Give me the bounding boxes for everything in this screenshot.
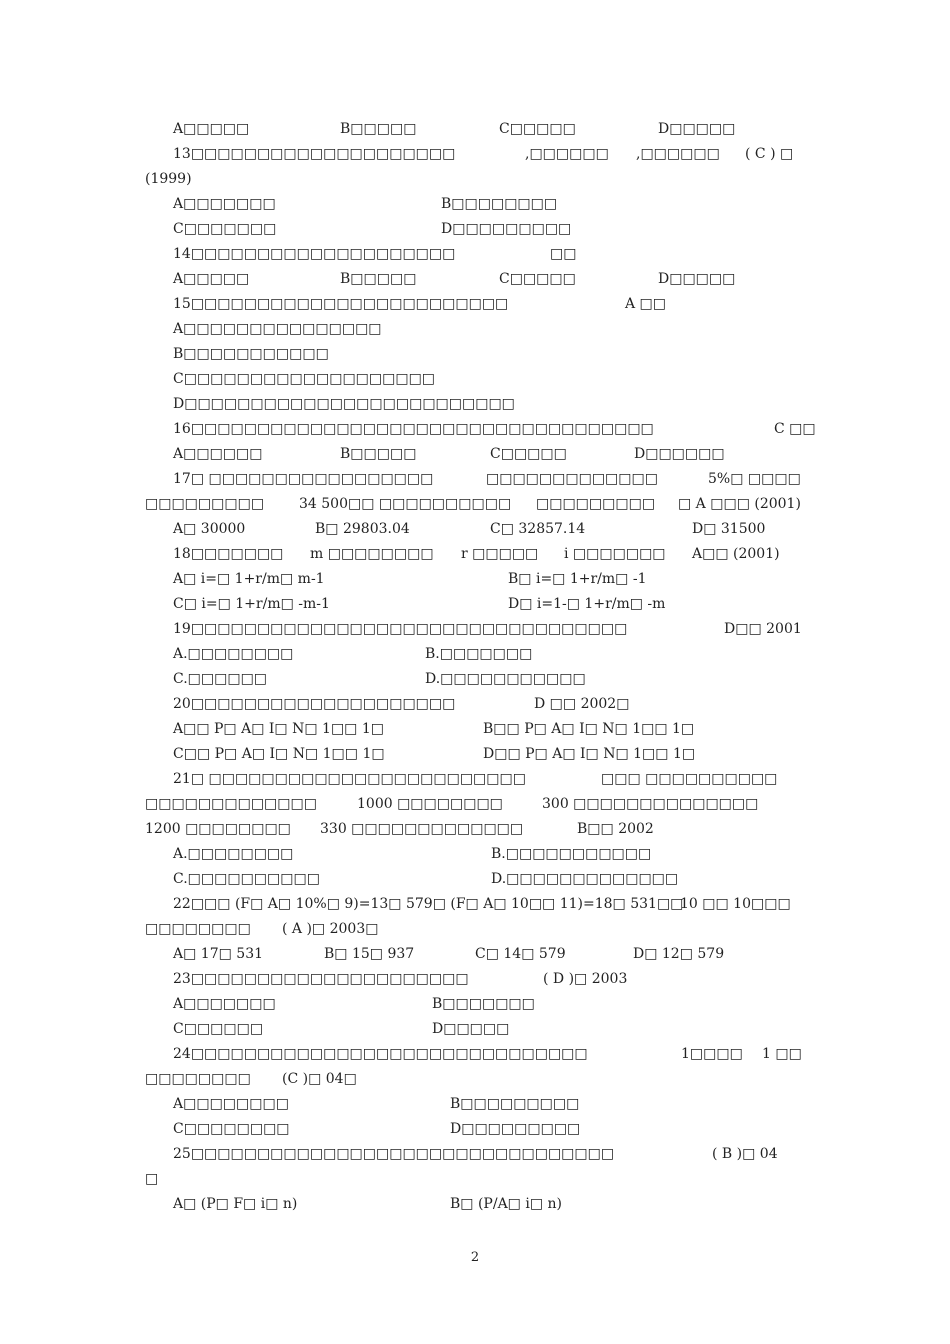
text-line-14-segment-4: D□□□□□□ [634, 446, 725, 462]
text-line-14-segment-1: A□□□□□□ [173, 446, 263, 462]
text-line-14-segment-3: C□□□□□ [490, 446, 567, 462]
text-line-30-segment-1: A.□□□□□□□□ [173, 846, 294, 862]
text-line-4-segment-1: A□□□□□□□ [173, 196, 276, 212]
text-line-18-segment-1: 18□□□□□□□ [173, 546, 284, 562]
text-line-26-segment-2: D□□ P□ A□ I□ N□ 1□□ 1□ [483, 746, 696, 762]
text-line-38-segment-2: 1□□□□ [681, 1046, 743, 1062]
text-line-18-segment-4: i □□□□□□□ [564, 546, 666, 562]
text-line-6-segment-1: 14□□□□□□□□□□□□□□□□□□□□ [173, 246, 456, 262]
text-line-18-segment-2: m □□□□□□□□ [310, 546, 434, 562]
text-line-8-segment-1: 15□□□□□□□□□□□□□□□□□□□□□□□□ [173, 296, 509, 312]
text-line-3-segment-1: (1999) [145, 171, 192, 187]
text-line-41-segment-2: D□□□□□□□□□ [450, 1121, 581, 1137]
text-line-1-segment-1: A□□□□□ [173, 121, 250, 137]
text-line-24-segment-2: D □□ 2002□ [534, 696, 630, 712]
text-line-5-segment-2: D□□□□□□□□□ [441, 221, 572, 237]
text-line-28-segment-2: 1000 □□□□□□□□ [357, 796, 503, 812]
text-line-19-segment-2: B□ i=□ 1+r/m□ -1 [508, 571, 647, 587]
text-line-39-segment-2: (C )□ 04□ [282, 1071, 357, 1087]
text-line-6-segment-2: □□ [550, 246, 577, 262]
text-line-30-segment-2: B.□□□□□□□□□□□ [491, 846, 652, 862]
text-line-37-segment-2: D□□□□□ [432, 1021, 510, 1037]
text-line-29-segment-2: 330 □□□□□□□□□□□□□ [320, 821, 524, 837]
text-line-34-segment-3: C□ 14□ 579 [475, 946, 566, 962]
text-line-23-segment-1: C.□□□□□□ [173, 671, 268, 687]
text-line-1-segment-2: B□□□□□ [340, 121, 417, 137]
text-line-31-segment-1: C.□□□□□□□□□□ [173, 871, 320, 887]
text-line-7-segment-4: D□□□□□ [658, 271, 736, 287]
text-line-7-segment-3: C□□□□□ [499, 271, 576, 287]
text-line-18-segment-3: r □□□□□ [461, 546, 539, 562]
text-line-16-segment-4: □ A □□□ (2001) [678, 496, 801, 512]
text-line-17-segment-3: C□ 32857.14 [490, 521, 586, 537]
text-line-16-segment-1: □□□□□□□□□ [145, 496, 265, 512]
text-line-40-segment-1: A□□□□□□□□ [173, 1096, 289, 1112]
page-number: 2 [470, 1250, 480, 1265]
text-line-35-segment-1: 23□□□□□□□□□□□□□□□□□□□□□ [173, 971, 469, 987]
text-line-25-segment-2: B□□ P□ A□ I□ N□ 1□□ 1□ [483, 721, 695, 737]
text-line-41-segment-1: C□□□□□□□□ [173, 1121, 290, 1137]
text-line-20-segment-2: D□ i=1-□ 1+r/m□ -m [508, 596, 666, 612]
text-line-34-segment-2: B□ 15□ 937 [324, 946, 415, 962]
text-line-34-segment-1: A□ 17□ 531 [173, 946, 264, 962]
text-line-34-segment-4: D□ 12□ 579 [633, 946, 725, 962]
text-line-33-segment-1: □□□□□□□□ [145, 921, 251, 937]
text-line-27-segment-1: 21□ □□□□□□□□□□□□□□□□□□□□□□□□ [173, 771, 526, 787]
text-line-31-segment-2: D.□□□□□□□□□□□□□ [491, 871, 679, 887]
text-line-11-segment-1: C□□□□□□□□□□□□□□□□□□□ [173, 371, 436, 387]
text-line-24-segment-1: 20□□□□□□□□□□□□□□□□□□□□ [173, 696, 456, 712]
text-line-38-segment-3: 1 □□ [762, 1046, 802, 1062]
text-line-28-segment-3: 300 □□□□□□□□□□□□□□ [542, 796, 759, 812]
text-line-44-segment-2: B□ (P/A□ i□ n) [450, 1196, 562, 1212]
text-line-17-segment-4: D□ 31500 [692, 521, 766, 537]
text-line-19-segment-1: A□ i=□ 1+r/m□ m-1 [173, 571, 325, 587]
text-line-15-segment-2: □□□□□□□□□□□□□ [486, 471, 658, 487]
text-line-2-segment-4: ( C ) □ [745, 146, 794, 162]
text-line-21-segment-1: 19□□□□□□□□□□□□□□□□□□□□□□□□□□□□□□□□□ [173, 621, 628, 637]
text-line-2-segment-1: 13□□□□□□□□□□□□□□□□□□□□ [173, 146, 456, 162]
text-line-13-segment-1: 16□□□□□□□□□□□□□□□□□□□□□□□□□□□□□□□□□□□ [173, 421, 654, 437]
text-line-13-segment-2: C □□ [774, 421, 816, 437]
text-line-2-segment-2: ,□□□□□□ [525, 146, 609, 162]
text-line-15-segment-1: 17□ □□□□□□□□□□□□□□□□□ [173, 471, 434, 487]
text-line-1-segment-4: D□□□□□ [658, 121, 736, 137]
text-line-40-segment-2: B□□□□□□□□□ [450, 1096, 580, 1112]
text-line-35-segment-2: ( D )□ 2003 [543, 971, 628, 987]
text-line-25-segment-1: A□□ P□ A□ I□ N□ 1□□ 1□ [173, 721, 384, 737]
text-line-39-segment-1: □□□□□□□□ [145, 1071, 251, 1087]
text-line-15-segment-3: 5%□ □□□□ [708, 471, 801, 487]
text-line-17-segment-1: A□ 30000 [173, 521, 246, 537]
text-line-42-segment-1: 25□□□□□□□□□□□□□□□□□□□□□□□□□□□□□□□□ [173, 1146, 615, 1162]
text-line-7-segment-1: A□□□□□ [173, 271, 250, 287]
text-line-42-segment-2: ( B )□ 04 [712, 1146, 778, 1162]
text-line-2-segment-3: ,□□□□□□ [636, 146, 720, 162]
text-line-21-segment-2: D□□ 2001 [724, 621, 802, 637]
text-line-5-segment-1: C□□□□□□□ [173, 221, 277, 237]
text-line-37-segment-1: C□□□□□□ [173, 1021, 264, 1037]
text-line-27-segment-2: □□□ □□□□□□□□□□ [601, 771, 778, 787]
text-line-29-segment-1: 1200 □□□□□□□□ [145, 821, 291, 837]
text-line-36-segment-1: A□□□□□□□ [173, 996, 276, 1012]
text-line-10-segment-1: B□□□□□□□□□□□ [173, 346, 329, 362]
text-line-26-segment-1: C□□ P□ A□ I□ N□ 1□□ 1□ [173, 746, 385, 762]
text-line-32-segment-2: 10 □□ 10□□□ [680, 896, 791, 912]
text-line-17-segment-2: B□ 29803.04 [315, 521, 410, 537]
text-line-33-segment-2: ( A )□ 2003□ [282, 921, 379, 937]
text-line-8-segment-2: A □□ [625, 296, 667, 312]
text-line-18-segment-5: A□□ (2001) [692, 546, 780, 562]
text-line-22-segment-1: A.□□□□□□□□ [173, 646, 294, 662]
text-line-22-segment-2: B.□□□□□□□ [425, 646, 533, 662]
text-line-36-segment-2: B□□□□□□□ [432, 996, 535, 1012]
text-line-32-segment-1: 22□□□ (F□ A□ 10%□ 9)=13□ 579□ (F□ A□ 10□□ 11)=18□ 531□□ [173, 896, 684, 912]
text-line-23-segment-2: D.□□□□□□□□□□□ [425, 671, 586, 687]
text-line-14-segment-2: B□□□□□ [340, 446, 417, 462]
text-line-38-segment-1: 24□□□□□□□□□□□□□□□□□□□□□□□□□□□□□□ [173, 1046, 588, 1062]
text-line-7-segment-2: B□□□□□ [340, 271, 417, 287]
text-line-12-segment-1: D□□□□□□□□□□□□□□□□□□□□□□□□□ [173, 396, 515, 412]
text-line-44-segment-1: A□ (P□ F□ i□ n) [173, 1196, 298, 1212]
text-line-16-segment-2: 34 500□□ □□□□□□□□□□ [299, 496, 512, 512]
text-line-16-segment-3: □□□□□□□□□ [536, 496, 656, 512]
text-line-43-segment-1: □ [145, 1171, 159, 1187]
text-line-1-segment-3: C□□□□□ [499, 121, 576, 137]
text-line-9-segment-1: A□□□□□□□□□□□□□□□ [173, 321, 382, 337]
text-line-4-segment-2: B□□□□□□□□ [441, 196, 558, 212]
text-line-28-segment-1: □□□□□□□□□□□□□ [145, 796, 317, 812]
text-line-20-segment-1: C□ i=□ 1+r/m□ -m-1 [173, 596, 330, 612]
text-line-29-segment-3: B□□ 2002 [577, 821, 654, 837]
